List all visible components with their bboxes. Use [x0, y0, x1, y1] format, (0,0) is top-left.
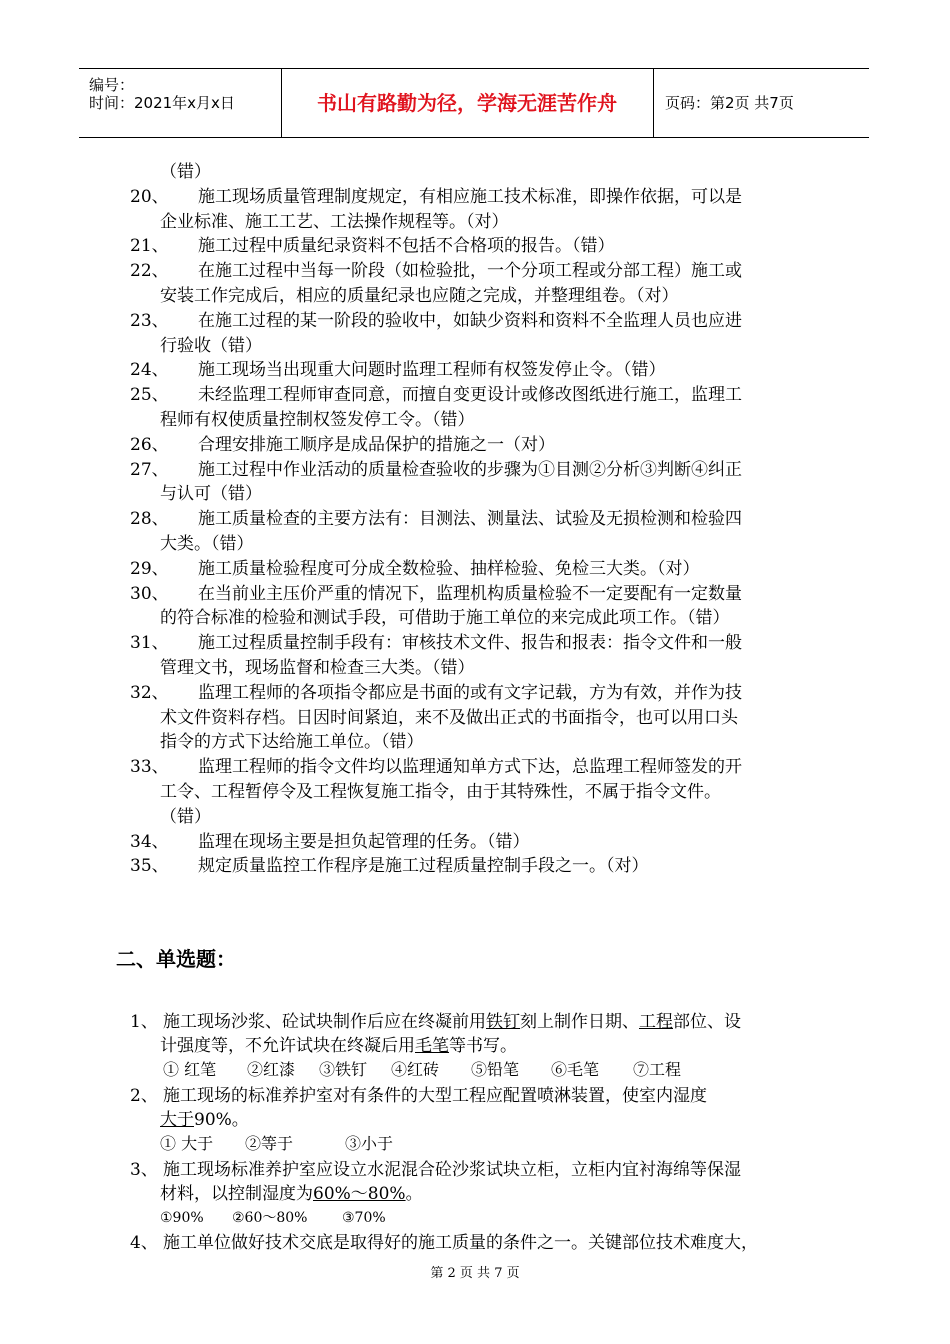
question-number: 33、	[130, 757, 169, 778]
text-segment: 90%。	[194, 1110, 249, 1130]
question-text: 监理工程师的指令文件均以监理通知单方式下达，总监理工程师签发的开	[198, 757, 742, 778]
question-text: 企业标准、施工工艺、工法操作规程等。（对）	[160, 211, 509, 232]
question-text: 在施工过程的某一阶段的验收中，如缺少资料和资料不全监理人员也应进	[198, 310, 742, 331]
option: ⑤铅笔	[471, 1060, 520, 1079]
option-list	[163, 1059, 681, 1081]
question-number: 31、	[130, 633, 169, 654]
option: ③小于	[345, 1134, 394, 1153]
question-text	[160, 1182, 423, 1206]
text-segment: 。	[405, 1184, 423, 1204]
question-text	[160, 1108, 249, 1132]
answer-underline: 大于	[160, 1110, 194, 1130]
question-text: 规定质量监控工作程序是施工过程质量控制手段之一。（对）	[198, 856, 649, 877]
question-text: 施工单位做好技术交底是取得好的施工质量的条件之一。关键部位技术难度大，	[163, 1233, 758, 1253]
question-number: 1、	[130, 1012, 158, 1032]
question-text: 合理安排施工顺序是成品保护的措施之一（对）	[198, 434, 555, 455]
question-text: 大类。（错）	[160, 534, 254, 554]
question-text: 施工过程中作业活动的质量检查验收的步骤为①目测②分析③判断④纠正	[198, 459, 742, 480]
question-text: 施工过程中质量纪录资料不包括不合格项的报告。（错）	[198, 236, 615, 257]
header-time: 时间：2021年x月x日	[89, 94, 235, 112]
option: ⑦工程	[633, 1060, 682, 1079]
question-number: 27、	[130, 459, 169, 480]
answer-underline: 铁钉	[486, 1012, 520, 1032]
question-number: 26、	[130, 434, 169, 455]
option: ③铁钉	[319, 1060, 368, 1079]
question-text: （错）	[160, 162, 211, 182]
question-number: 20、	[130, 186, 169, 207]
text-segment: 部位、设	[673, 1012, 741, 1032]
question-number: 28、	[130, 509, 169, 530]
question-text: 监理工程师的各项指令都应是书面的或有文字记载，方为有效，并作为技	[198, 682, 742, 703]
option-list	[160, 1207, 386, 1229]
question-text: 管理文书，现场监督和检查三大类。（错）	[160, 658, 475, 678]
option: ②60～80%	[232, 1210, 308, 1226]
question-text: 施工过程质量控制手段有：审核技术文件、报告和报表：指令文件和一般	[198, 633, 742, 654]
question-text: 工令、工程暂停令及工程恢复施工指令，由于其特殊性，不属于指令文件。	[160, 782, 721, 802]
question-number: 24、	[130, 360, 169, 381]
question-number: 34、	[130, 831, 169, 852]
question-text	[163, 1010, 741, 1034]
text-segment: 材料，以控制湿度为	[160, 1184, 313, 1204]
header-page-number: 页码：第2页 共7页	[665, 94, 794, 112]
question-number: 23、	[130, 310, 169, 331]
question-text: 安装工作完成后，相应的质量纪录也应随之完成，并整理组卷。（对）	[160, 286, 679, 306]
option-list	[160, 1133, 393, 1155]
question-text: 施工现场的标准养护室对有条件的大型工程应配置喷淋装置，使室内湿度	[163, 1086, 707, 1106]
option: ④红砖	[391, 1060, 440, 1079]
text-segment: 刻上制作日期、	[520, 1012, 639, 1032]
question-text: 施工质量检查的主要方法有：目测法、测量法、试验及无损检测和检验四	[198, 509, 742, 530]
question-number: 35、	[130, 856, 169, 877]
option: ②红漆	[247, 1060, 296, 1079]
page-footer: 第 2 页 共 7 页	[430, 1266, 520, 1281]
question-text: 行验收（错）	[160, 335, 262, 356]
question-text: 与认可（错）	[160, 484, 262, 505]
question-text: （错）	[160, 806, 211, 827]
question-text: 的符合标准的检验和测试手段，可借助于施工单位的来完成此项工作。（错）	[160, 608, 730, 629]
option: ① 红笔	[163, 1060, 217, 1079]
page-header	[79, 68, 869, 138]
question-text: 指令的方式下达给施工单位。（错）	[160, 732, 424, 753]
text-segment: 计强度等，不允许试块在终凝后用	[160, 1036, 415, 1056]
question-text: 在当前业主压价严重的情况下，监理机构质量检验不一定要配有一定数量	[198, 583, 742, 604]
option: ②等于	[245, 1134, 294, 1153]
question-number: 3、	[130, 1160, 158, 1180]
answer-underline: 毛笔	[415, 1036, 449, 1056]
answer-underline: 工程	[639, 1012, 673, 1032]
question-number: 21、	[130, 236, 169, 257]
question-number: 25、	[130, 385, 169, 406]
question-text: 施工现场质量管理制度规定，有相应施工技术标准，即操作依据，可以是	[198, 186, 742, 207]
header-motto: 书山有路勤为径，学海无涯苦作舟	[281, 69, 654, 137]
question-number: 22、	[130, 261, 169, 282]
question-number: 30、	[130, 583, 169, 604]
header-number: 编号：	[89, 76, 135, 94]
section-title: 二、单选题：	[116, 947, 236, 971]
option: ①90%	[160, 1210, 204, 1226]
question-number: 4、	[130, 1233, 158, 1253]
text-segment: 等书写。	[449, 1036, 517, 1056]
question-text: 程师有权使质量控制权签发停工令。（错）	[160, 410, 475, 430]
question-text: 在施工过程中当每一阶段（如检验批，一个分项工程或分部工程）施工或	[198, 261, 742, 282]
header-meta	[79, 69, 282, 137]
question-text: 未经监理工程师审查同意，而擅自变更设计或修改图纸进行施工，监理工	[198, 385, 742, 406]
option: ⑥毛笔	[551, 1060, 600, 1079]
question-text: 施工现场标准养护室应设立水泥混合砼沙浆试块立柜，立柜内宜衬海绵等保湿	[163, 1160, 741, 1180]
question-text: 监理在现场主要是担负起管理的任务。（错）	[198, 831, 530, 852]
answer-underline: 60%～80%	[313, 1184, 406, 1204]
question-text: 施工现场当出现重大问题时监理工程师有权签发停止令。（错）	[198, 360, 666, 381]
text-segment: 施工现场沙浆、砼试块制作后应在终凝前用	[163, 1012, 486, 1032]
option: ① 大于	[160, 1134, 214, 1153]
option: ③70%	[342, 1210, 386, 1226]
question-text: 术文件资料存档。日因时间紧迫，来不及做出正式的书面指令，也可以用口头	[160, 707, 738, 728]
question-number: 2、	[130, 1086, 158, 1106]
question-text	[160, 1034, 517, 1058]
question-number: 29、	[130, 558, 169, 579]
question-number: 32、	[130, 682, 169, 703]
question-text: 施工质量检验程度可分成全数检验、抽样检验、免检三大类。（对）	[198, 558, 700, 579]
